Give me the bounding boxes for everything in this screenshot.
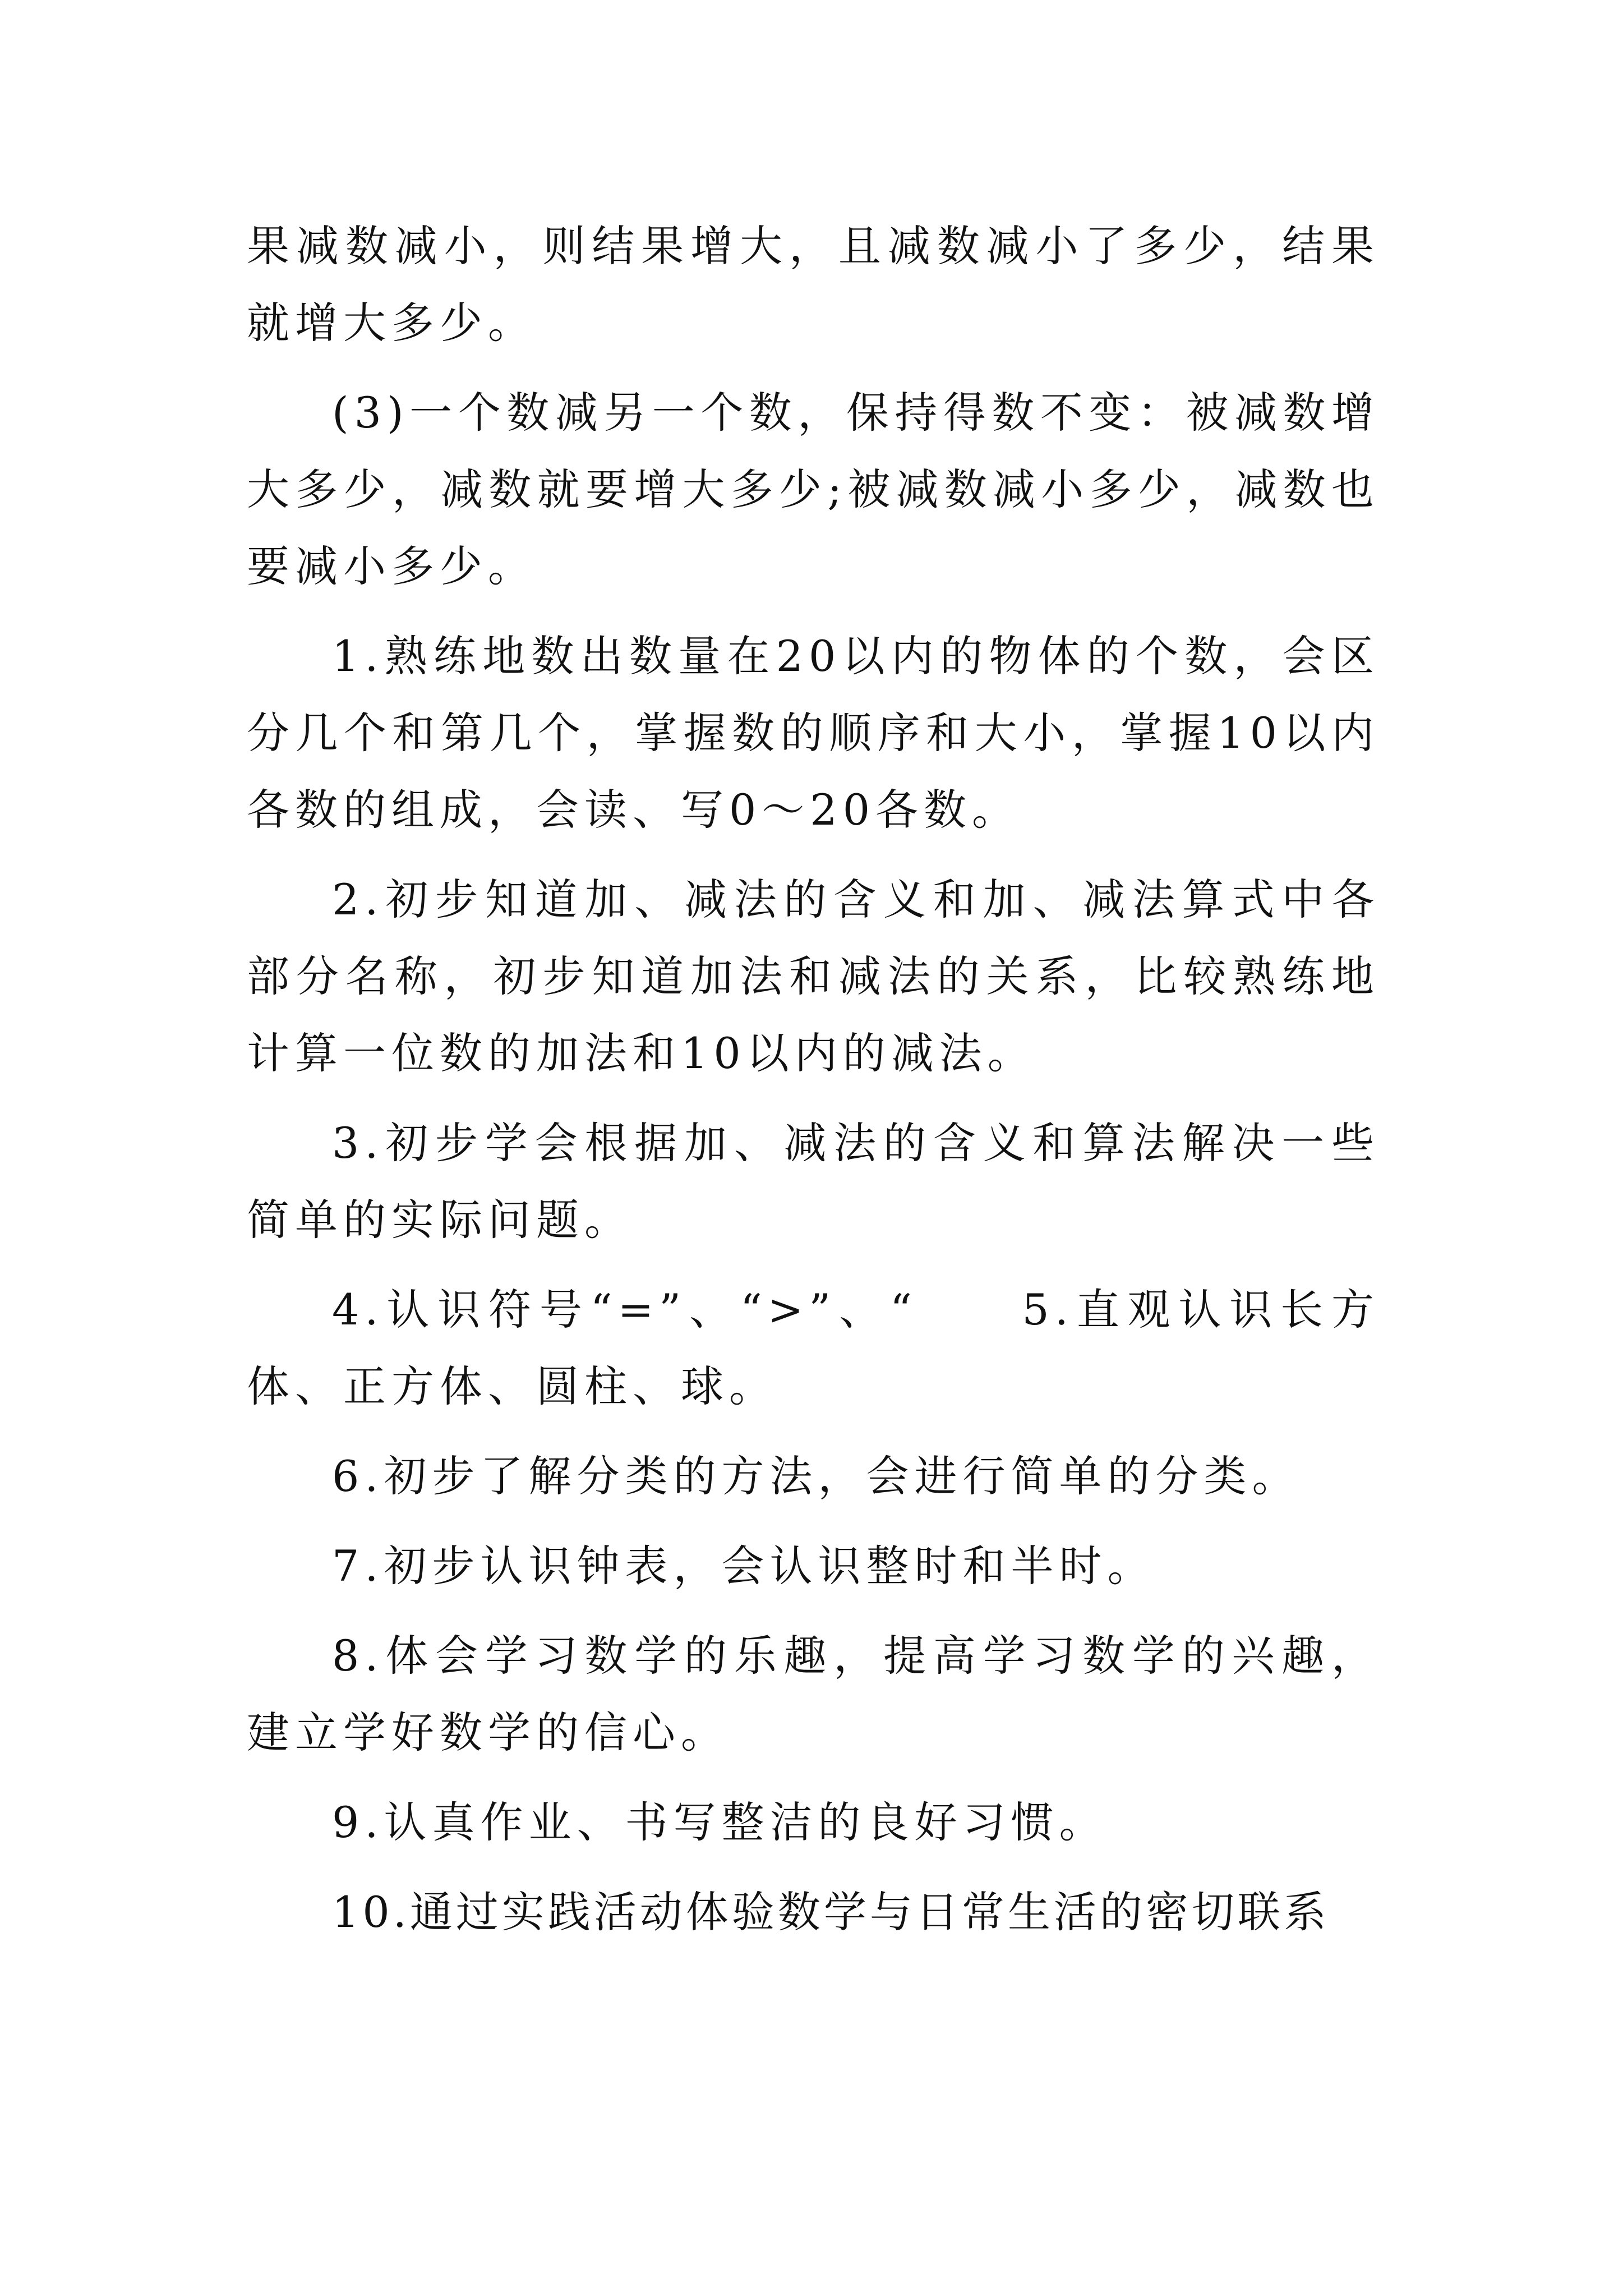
paragraph-goal-4-5: 4.认识符号“=”、“>”、“ 5.直观认识长方体、正方体、圆柱、球。	[247, 1285, 1380, 1411]
paragraph-goal-2: 2.初步知道加、减法的含义和加、减法算式中各部分名称，初步知道加法和减法的关系，比较熟练地计算一位数的加法和10以内的减法。	[247, 875, 1380, 1078]
paragraph-goal-9: 9.认真作业、书写整洁的良好习惯。	[332, 1797, 1108, 1847]
paragraph-goal-10: 10.通过实践活动体验数学与日常生活的密切联系	[332, 1887, 1330, 1937]
paragraph-rule-3: (3)一个数减另一个数，保持得数不变：被减数增大多少，减数就要增大多少;被减数减小多少，减数也要减小多少。	[247, 388, 1380, 591]
paragraph-goal-6: 6.初步了解分类的方法，会进行简单的分类。	[332, 1451, 1301, 1501]
paragraph-goal-7: 7.初步认识钟表，会认识整时和半时。	[332, 1541, 1156, 1591]
paragraph-goal-1: 1.熟练地数出数量在20以内的物体的个数，会区分几个和第几个，掌握数的顺序和大小，掌握10以内各数的组成，会读、写0～20各数。	[247, 631, 1380, 835]
paragraph-continuation: 果减数减小，则结果增大，且减数减小了多少，结果就增大多少。	[247, 221, 1380, 348]
paragraph-goal-8: 8.体会学习数学的乐趣，提高学习数学的兴趣，建立学好数学的信心。	[247, 1631, 1380, 1757]
document-body	[247, 208, 1380, 1963]
paragraph-goal-3: 3.初步学会根据加、减法的含义和算法解决一些简单的实际问题。	[247, 1118, 1380, 1245]
